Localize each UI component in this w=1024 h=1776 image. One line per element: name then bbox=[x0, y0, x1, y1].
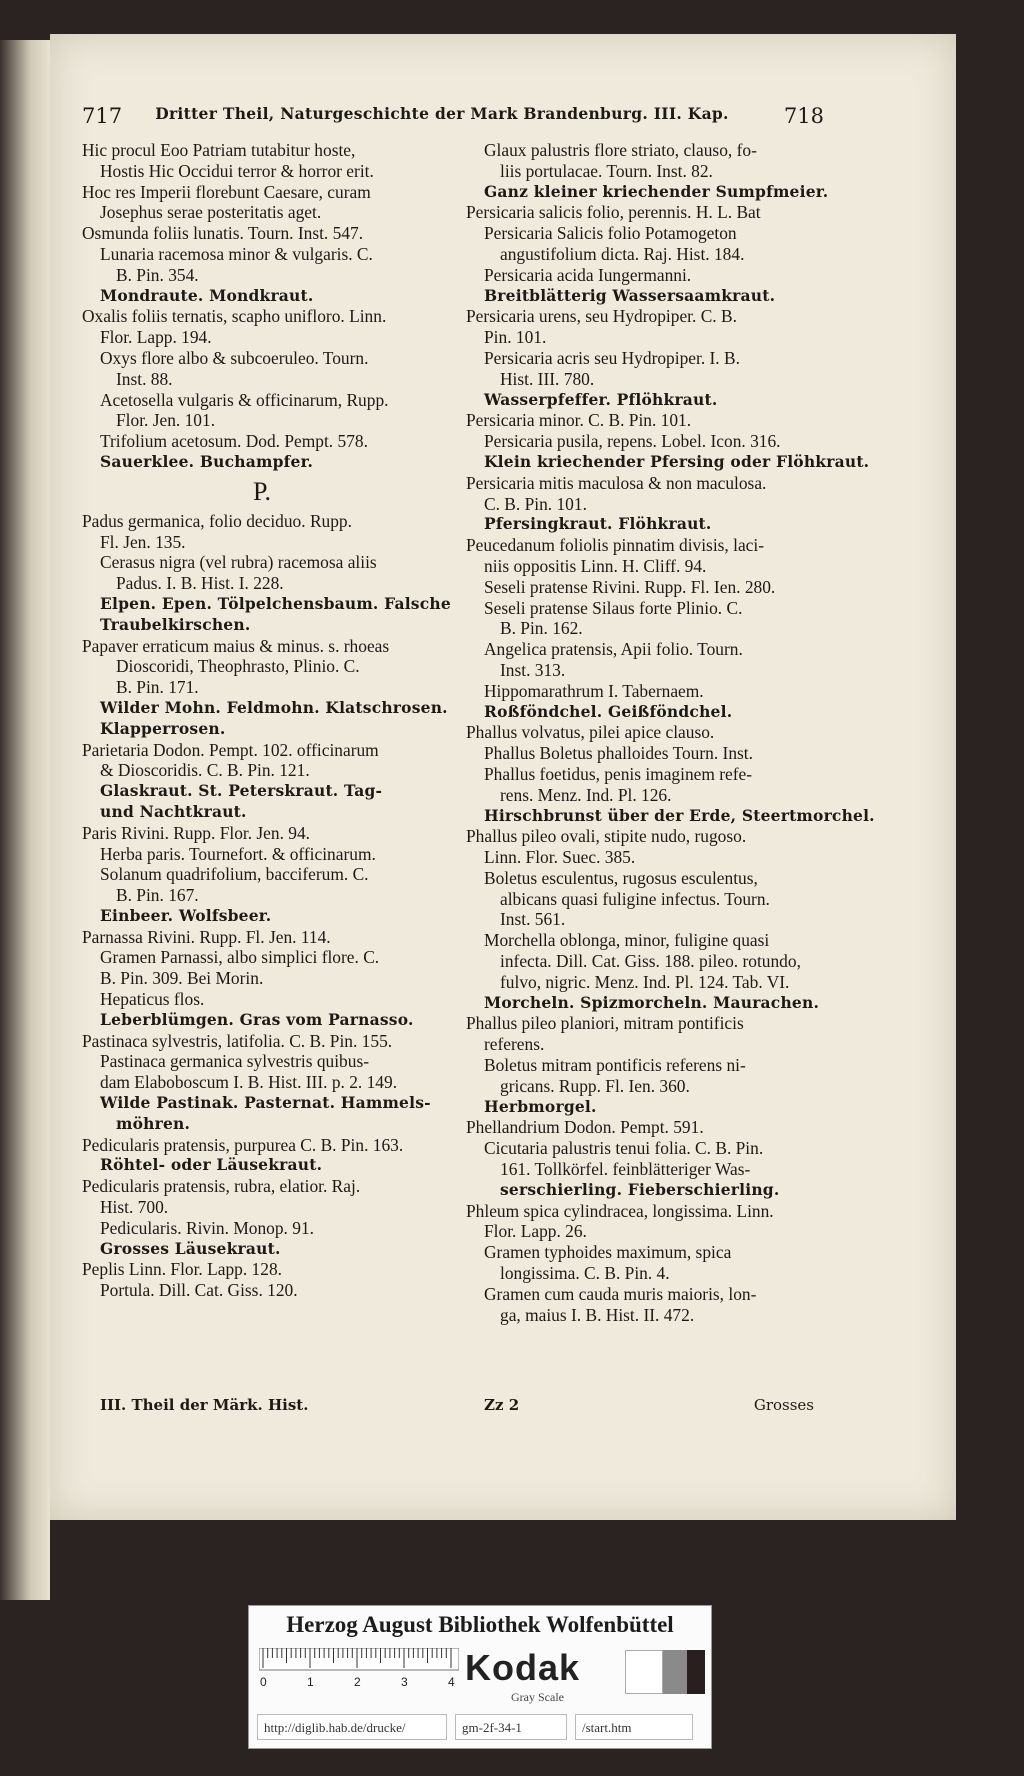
page-number-right: 718 bbox=[783, 104, 824, 128]
left-column bbox=[82, 140, 451, 1301]
text-line: Cerasus nigra (vel rubra) racemosa aliis bbox=[100, 552, 377, 573]
ruler-number: 3 bbox=[401, 1675, 408, 1689]
text-line: Phellandrium Dodon. Pempt. 591. bbox=[466, 1117, 704, 1138]
running-title: Dritter Theil, Naturgeschichte der Mark Brandenburg. III. Kap. bbox=[155, 104, 729, 123]
text-line: Inst. 313. bbox=[500, 659, 566, 680]
text-line: Inst. 561. bbox=[500, 909, 566, 930]
text-line: Persicaria mitis maculosa & non maculosa. bbox=[466, 472, 767, 493]
text-line: Padus germanica, folio deciduo. Rupp. bbox=[82, 510, 352, 531]
text-line: albicans quasi fuligine infectus. Tourn. bbox=[500, 888, 770, 909]
text-line: Fl. Jen. 135. bbox=[100, 531, 186, 552]
text-line: Oxalis foliis ternatis, scapho unifloro. Linn. bbox=[82, 306, 387, 327]
text-line: Röhtel- oder Läusekraut. bbox=[100, 1155, 323, 1175]
text-line: Boletus esculentus, rugosus esculentus, bbox=[484, 867, 758, 888]
text-line: Hic procul Eoo Patriam tutabitur hoste, bbox=[82, 140, 356, 160]
text-line: Phleum spica cylindracea, longissima. Linn. bbox=[466, 1200, 774, 1221]
text-line: Herba paris. Tournefort. & officinarum. bbox=[100, 843, 376, 864]
text-line: B. Pin. 167. bbox=[116, 885, 199, 906]
text-line: Gramen Parnassi, albo simplici flore. C. bbox=[100, 947, 380, 968]
text-line: Glaux palustris flore striato, clauso, fo- bbox=[484, 140, 757, 160]
text-line: Trifolium acetosum. Dod. Pempt. 578. bbox=[100, 431, 368, 452]
text-line: Einbeer. Wolfsbeer. bbox=[100, 905, 272, 925]
shelfmark: gm-2f-34-1 bbox=[455, 1714, 567, 1740]
text-line: Osmunda foliis lunatis. Tourn. Inst. 547. bbox=[82, 223, 364, 244]
text-line: Pin. 101. bbox=[484, 327, 547, 348]
text-line: Elpen. Epen. Tölpelchensbaum. Falsche bbox=[100, 593, 451, 613]
text-line: & Dioscoridis. C. B. Pin. 121. bbox=[100, 760, 310, 781]
text-line: Oxys flore albo & subcoeruleo. Tourn. bbox=[100, 347, 369, 368]
page-number-left: 717 bbox=[82, 104, 123, 128]
page-footer bbox=[82, 1396, 824, 1420]
text-line: Pedicularis pratensis, rubra, elatior. Raj. bbox=[82, 1176, 361, 1197]
running-header bbox=[82, 104, 824, 144]
text-line: Hoc res Imperii florebunt Caesare, curam bbox=[82, 181, 371, 202]
text-line: Peplis Linn. Flor. Lapp. 128. bbox=[82, 1259, 282, 1280]
text-line: angustifolium dicta. Raj. Hist. 184. bbox=[500, 243, 745, 264]
text-line: niis oppositis Linn. H. Cliff. 94. bbox=[484, 555, 707, 576]
text-line: Flor. Lapp. 26. bbox=[484, 1221, 587, 1242]
card-url-row bbox=[249, 1706, 711, 1748]
ruler-scale bbox=[259, 1648, 459, 1694]
text-line: Morchella oblonga, minor, fuligine quasi bbox=[484, 930, 770, 951]
text-line: fulvo, nigric. Menz. Ind. Pl. 124. Tab. VI. bbox=[500, 971, 790, 992]
text-line: B. Pin. 162. bbox=[500, 618, 583, 639]
text-line: P. bbox=[252, 476, 272, 506]
text-line: Flor. Lapp. 194. bbox=[100, 327, 212, 348]
text-line: Traubelkirschen. bbox=[100, 614, 251, 634]
text-line: Acetosella vulgaris & officinarum, Rupp. bbox=[100, 389, 389, 410]
text-line: Hist. III. 780. bbox=[500, 368, 595, 389]
text-line: Phallus pileo planiori, mitram pontificis bbox=[466, 1013, 744, 1034]
footer-volume-line: III. Theil der Märk. Hist. bbox=[100, 1396, 309, 1414]
ruler-number: 2 bbox=[354, 1675, 361, 1689]
text-line: Phallus volvatus, pilei apice clauso. bbox=[466, 722, 715, 743]
ruler-number: 1 bbox=[307, 1675, 314, 1689]
text-line: longissima. C. B. Pin. 4. bbox=[500, 1263, 670, 1284]
text-line: Josephus serae posteritatis aget. bbox=[100, 202, 322, 223]
text-line: Leberblümgen. Gras vom Parnasso. bbox=[100, 1009, 414, 1029]
library-name: Herzog August Bibliothek Wolfenbüttel bbox=[286, 1612, 674, 1637]
text-line: Parietaria Dodon. Pempt. 102. officinarum bbox=[82, 739, 379, 760]
text-line: Persicaria urens, seu Hydropiper. C. B. bbox=[466, 306, 737, 327]
kodak-logo: Kodak bbox=[465, 1647, 581, 1688]
text-line: Portula. Dill. Cat. Giss. 120. bbox=[100, 1280, 298, 1301]
text-line: Klapperrosen. bbox=[100, 718, 226, 738]
text-line: Phallus Boletus phalloides Tourn. Inst. bbox=[484, 743, 753, 764]
text-line: Flor. Jen. 101. bbox=[116, 410, 216, 431]
text-line: Ganz kleiner kriechender Sumpfmeier. bbox=[484, 181, 829, 201]
text-line: Persicaria acris seu Hydropiper. I. B. bbox=[484, 347, 740, 368]
text-line: Breitblätterig Wassersaamkraut. bbox=[484, 285, 776, 305]
text-line: Persicaria acida Iungermanni. bbox=[484, 264, 692, 285]
text-line: Klein kriechender Pfersing oder Flöhkraut. bbox=[484, 451, 870, 471]
text-line: Hirschbrunst über der Erde, Steertmorchel. bbox=[484, 805, 875, 825]
text-line: infecta. Dill. Cat. Giss. 188. pileo. rotundo, bbox=[500, 951, 801, 972]
gray-swatch-dark bbox=[687, 1650, 705, 1694]
text-line: Cicutaria palustris tenui folia. C. B. Pin. bbox=[484, 1138, 764, 1159]
ruler-number: 0 bbox=[260, 1675, 267, 1689]
right-column bbox=[466, 140, 875, 1325]
text-line: gricans. Rupp. Fl. Ien. 360. bbox=[500, 1075, 690, 1096]
text-line: Angelica pratensis, Apii folio. Tourn. bbox=[484, 639, 743, 660]
text-line: B. Pin. 309. Bei Morin. bbox=[100, 968, 264, 989]
gray-swatch-mid bbox=[663, 1650, 687, 1694]
digital-library-url: http://diglib.hab.de/drucke/ bbox=[257, 1714, 447, 1740]
text-line: Papaver erraticum maius & minus. s. rhoeas bbox=[82, 635, 390, 656]
text-line: Morcheln. Spizmorcheln. Maurachen. bbox=[484, 992, 820, 1012]
text-line: Solanum quadrifolium, bacciferum. C. bbox=[100, 864, 369, 885]
text-line: Mondraute. Mondkraut. bbox=[100, 285, 314, 305]
text-line: Hist. 700. bbox=[100, 1197, 169, 1218]
text-line: Inst. 88. bbox=[116, 368, 173, 389]
scan-target-card bbox=[248, 1605, 712, 1749]
text-line: Linn. Flor. Suec. 385. bbox=[484, 847, 636, 868]
text-line: Pedicularis pratensis, purpurea C. B. Pin. 163. bbox=[82, 1134, 404, 1155]
text-line: Sauerklee. Buchampfer. bbox=[100, 451, 314, 471]
text-line: dam Elaboboscum I. B. Hist. III. p. 2. 149. bbox=[100, 1072, 398, 1093]
text-line: Wilde Pastinak. Pasternat. Hammels- bbox=[100, 1093, 431, 1113]
text-line: C. B. Pin. 101. bbox=[484, 493, 587, 514]
text-line: Glaskraut. St. Peterskraut. Tag- bbox=[100, 781, 383, 801]
text-line: Paris Rivini. Rupp. Flor. Jen. 94. bbox=[82, 822, 311, 843]
text-line: Seseli pratense Rivini. Rupp. Fl. Ien. 280. bbox=[484, 576, 776, 597]
adjacent-page-edge bbox=[0, 40, 50, 1600]
text-line: B. Pin. 171. bbox=[116, 677, 199, 698]
text-line: Persicaria pusila, repens. Lobel. Icon. 316. bbox=[484, 431, 781, 452]
text-line: Hippomarathrum I. Tabernaem. bbox=[484, 680, 704, 701]
footer-signature: Zz 2 bbox=[484, 1396, 520, 1414]
text-line: Boletus mitram pontificis referens ni- bbox=[484, 1055, 746, 1076]
text-line: Herbmorgel. bbox=[484, 1096, 597, 1116]
gray-scale-label: Gray Scale bbox=[511, 1690, 564, 1704]
text-line: Lunaria racemosa minor & vulgaris. C. bbox=[100, 243, 373, 264]
text-line: Pastinaca germanica sylvestris quibus- bbox=[100, 1051, 370, 1072]
text-line: Padus. I. B. Hist. I. 228. bbox=[116, 573, 284, 594]
text-line: Roßföndchel. Geißföndchel. bbox=[484, 701, 733, 721]
text-line: Persicaria Salicis folio Potamogeton bbox=[484, 223, 737, 244]
text-line: Wilder Mohn. Feldmohn. Klatschrosen. bbox=[100, 697, 448, 717]
text-line: möhren. bbox=[116, 1113, 191, 1133]
text-line: liis portulacae. Tourn. Inst. 82. bbox=[500, 160, 713, 181]
text-line: Peucedanum foliolis pinnatim divisis, laci- bbox=[466, 535, 765, 556]
start-page-link: /start.htm bbox=[575, 1714, 693, 1740]
text-line: Dioscoridi, Theophrasto, Plinio. C. bbox=[116, 656, 360, 677]
text-line: Gramen cum cauda muris maioris, lon- bbox=[484, 1283, 757, 1304]
ruler-number: 4 bbox=[448, 1675, 455, 1689]
footer-catchword: Grosses bbox=[753, 1396, 814, 1414]
text-line: Wasserpfeffer. Pflöhkraut. bbox=[484, 389, 718, 409]
text-line: Pedicularis. Rivin. Monop. 91. bbox=[100, 1217, 314, 1238]
text-line: Persicaria salicis folio, perennis. H. L. Bat bbox=[466, 202, 761, 223]
text-line: Hepaticus flos. bbox=[100, 989, 205, 1010]
text-line: 161. Tollkörfel. feinblätteriger Was- bbox=[500, 1159, 751, 1180]
text-line: Phallus foetidus, penis imaginem refe- bbox=[484, 763, 753, 784]
text-line: und Nachtkraut. bbox=[100, 801, 247, 821]
text-line: ga, maius I. B. Hist. II. 472. bbox=[500, 1304, 695, 1325]
text-line: Seseli pratense Silaus forte Plinio. C. bbox=[484, 597, 743, 618]
text-line: Pfersingkraut. Flöhkraut. bbox=[484, 514, 712, 534]
text-line: Persicaria minor. C. B. Pin. 101. bbox=[466, 410, 692, 431]
text-line: Pastinaca sylvestris, latifolia. C. B. Pin. 155. bbox=[82, 1030, 393, 1051]
text-line: Grosses Läusekraut. bbox=[100, 1238, 281, 1258]
gray-swatch-white bbox=[625, 1650, 663, 1694]
text-line: rens. Menz. Ind. Pl. 126. bbox=[500, 784, 672, 805]
text-line: Gramen typhoides maximum, spica bbox=[484, 1242, 732, 1263]
text-line: Hostis Hic Occidui terror & horror erit. bbox=[100, 160, 374, 181]
text-line: serschierling. Fieberschierling. bbox=[500, 1179, 780, 1199]
text-line: Phallus pileo ovali, stipite nudo, rugoso. bbox=[466, 826, 747, 847]
text-line: referens. bbox=[484, 1034, 545, 1055]
text-line: Parnassa Rivini. Rupp. Fl. Jen. 114. bbox=[82, 926, 331, 947]
text-line: B. Pin. 354. bbox=[116, 264, 199, 285]
